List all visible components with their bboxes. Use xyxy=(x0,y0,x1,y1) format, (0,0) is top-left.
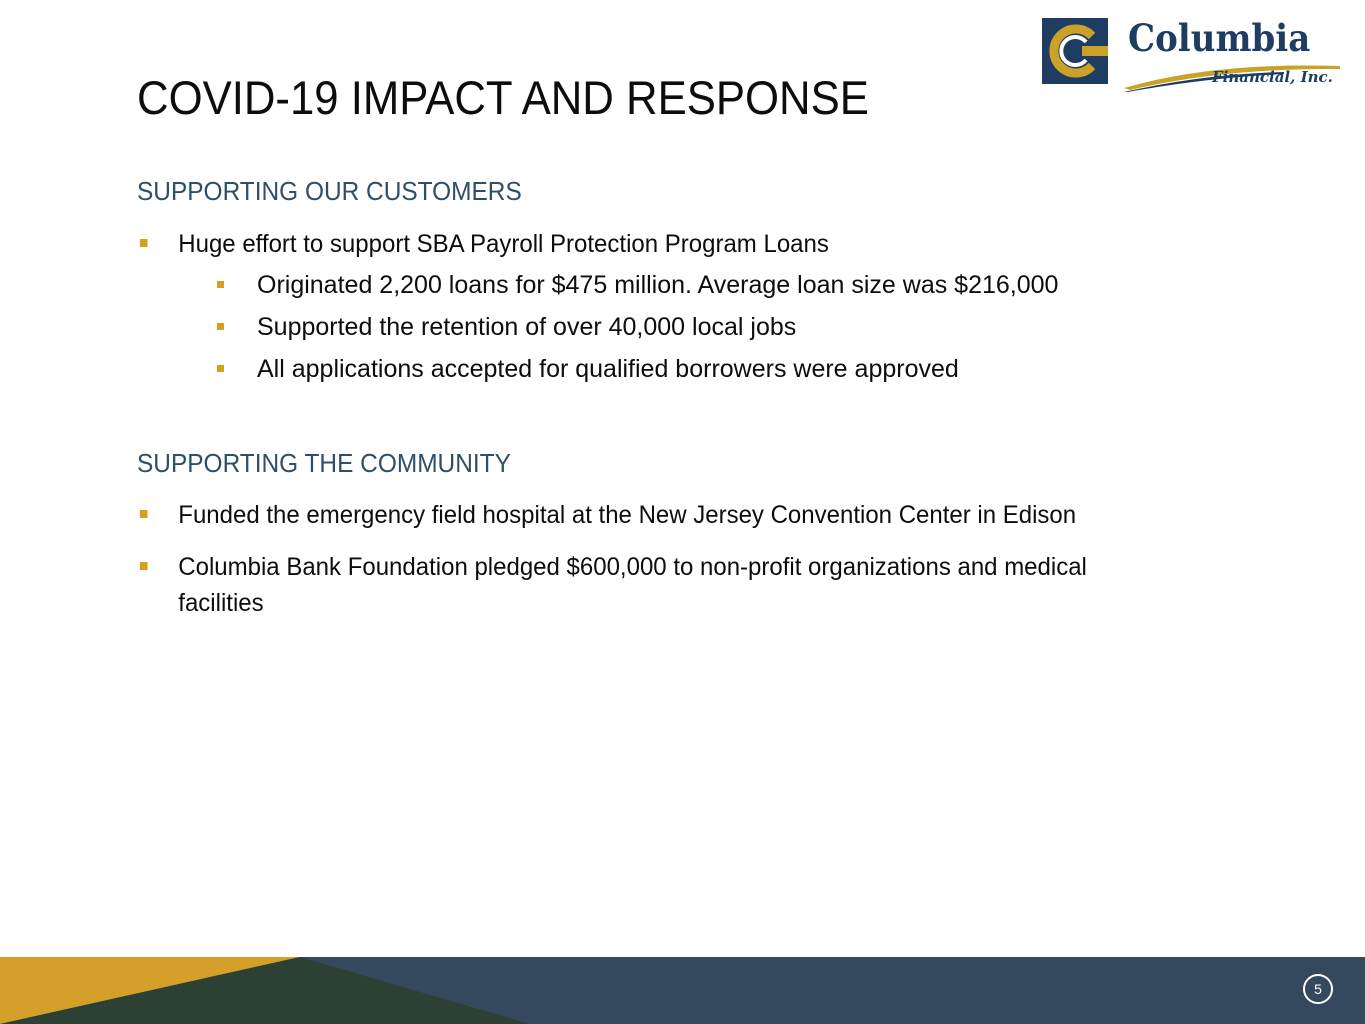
square-bullet-icon xyxy=(140,562,148,570)
bullet-text: Huge effort to support SBA Payroll Protection Program Loans xyxy=(178,230,829,258)
sub-bullet-text: Originated 2,200 loans for $475 million. Average loan size was $216,000 xyxy=(257,271,1059,299)
list-item xyxy=(215,348,1265,390)
sub-bullet-text: All applications accepted for qualified borrowers were approved xyxy=(257,355,959,383)
section-heading-community: SUPPORTING THE COMMUNITY xyxy=(137,448,511,478)
slide-title: COVID-19 IMPACT AND RESPONSE xyxy=(137,71,869,124)
list-item xyxy=(137,226,1174,262)
bullet-text: Funded the emergency field hospital at the New Jersey Convention Center in Edison xyxy=(178,501,1077,529)
page-number-badge: 5 xyxy=(1303,974,1333,1004)
logo-subtitle: Financial, Inc. xyxy=(1212,68,1333,86)
logo-wordmark: Columbia xyxy=(1128,16,1311,60)
list-item xyxy=(215,306,1265,348)
square-bullet-icon xyxy=(217,365,224,372)
columbia-c-emblem-icon xyxy=(1042,18,1108,84)
community-bullet-list xyxy=(137,497,1217,621)
footer-band xyxy=(0,957,1365,1024)
section-heading-customers: SUPPORTING OUR CUSTOMERS xyxy=(137,176,522,206)
square-bullet-icon xyxy=(217,281,224,288)
list-item xyxy=(137,549,1174,621)
columbia-financial-logo xyxy=(1042,18,1342,90)
customers-sub-bullet-list xyxy=(215,264,1265,390)
square-bullet-icon xyxy=(140,510,148,518)
bullet-text: Columbia Bank Foundation pledged $600,000 to non-profit organizations and medical facilities xyxy=(178,553,1087,617)
customers-bullet-list xyxy=(137,226,1217,262)
square-bullet-icon xyxy=(140,239,148,247)
square-bullet-icon xyxy=(217,323,224,330)
sub-bullet-text: Supported the retention of over 40,000 local jobs xyxy=(257,313,797,341)
list-item xyxy=(215,264,1265,306)
list-item xyxy=(137,497,1174,533)
